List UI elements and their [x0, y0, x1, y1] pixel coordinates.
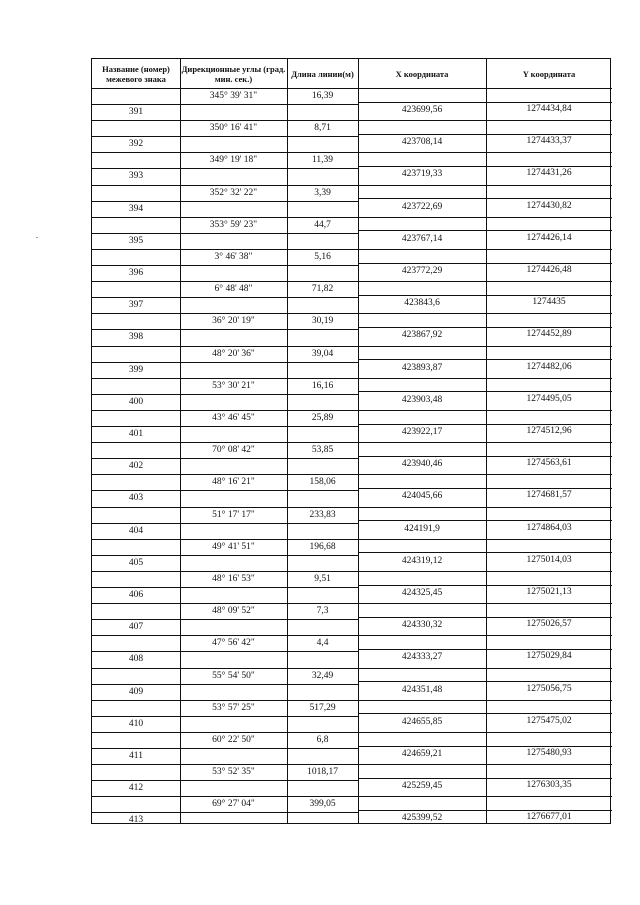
- row-divider: [358, 488, 612, 489]
- row-divider: [358, 456, 612, 457]
- header-direction-angles: Дирекционные углы (град. мин. сек.): [181, 63, 286, 84]
- point-name-cell: 402: [128, 461, 144, 472]
- row-divider: [358, 520, 612, 521]
- row-divider: [92, 603, 358, 604]
- direction-angle-cell: 48° 09' 52": [212, 606, 255, 617]
- point-name-cell: 408: [128, 654, 144, 665]
- point-name-cell: 392: [128, 139, 144, 150]
- y-coordinate-cell: 1274495,05: [526, 393, 572, 404]
- y-coordinate-cell: 1274430,82: [526, 200, 572, 211]
- row-divider: [358, 552, 612, 553]
- y-coordinate-cell: 1275056,75: [526, 683, 572, 694]
- x-coordinate-cell: 423699,56: [401, 105, 443, 115]
- row-divider: [358, 603, 612, 604]
- y-coordinate-cell: 1274426,14: [526, 232, 572, 243]
- row-divider: [92, 362, 358, 363]
- point-name-cell: 413: [128, 815, 144, 826]
- y-coordinate-cell: 1274512,96: [526, 426, 572, 436]
- row-divider: [358, 539, 612, 540]
- x-coordinate-cell: 424319,12: [401, 555, 443, 566]
- row-divider: [358, 346, 612, 347]
- row-divider: [92, 732, 358, 733]
- row-divider: [92, 346, 358, 347]
- row-divider: [358, 778, 612, 779]
- row-divider: [358, 313, 612, 314]
- row-divider: [358, 700, 612, 701]
- x-coordinate-cell: 423772,29: [401, 266, 443, 276]
- y-coordinate-cell: 1275475,02: [526, 715, 572, 726]
- y-coordinate-cell: 1274563,61: [526, 458, 572, 469]
- row-divider: [358, 746, 612, 747]
- x-coordinate-cell: 424351,48: [401, 684, 443, 695]
- row-divider: [358, 263, 612, 264]
- row-divider: [358, 391, 612, 392]
- row-divider: [92, 378, 358, 379]
- y-coordinate-cell: 1274435: [532, 297, 566, 308]
- point-name-cell: 400: [128, 396, 144, 407]
- row-divider: [358, 359, 612, 360]
- row-divider: [358, 442, 612, 443]
- line-length-cell: 71,82: [311, 284, 334, 295]
- y-coordinate-cell: 1276303,35: [526, 780, 572, 791]
- line-length-cell: 8,71: [314, 123, 331, 134]
- direction-angle-cell: 345° 39' 31": [209, 91, 258, 101]
- direction-angle-cell: 48° 16' 53": [212, 574, 255, 584]
- row-divider: [358, 134, 612, 135]
- row-divider: [358, 681, 612, 682]
- point-name-cell: 396: [128, 268, 144, 278]
- y-coordinate-cell: 1274681,57: [526, 490, 572, 501]
- line-length-cell: 399,05: [309, 799, 336, 810]
- row-divider: [92, 297, 358, 298]
- y-coordinate-cell: 1274433,37: [526, 136, 572, 147]
- direction-angle-cell: 51° 17' 17": [212, 509, 255, 520]
- row-divider: [92, 523, 358, 524]
- line-length-cell: 517,29: [309, 702, 336, 713]
- line-length-cell: 32,49: [311, 670, 334, 681]
- line-length-cell: 11,39: [311, 155, 334, 166]
- line-length-cell: 7,3: [316, 606, 329, 617]
- line-length-cell: 44,7: [314, 219, 331, 230]
- line-length-cell: 158,06: [309, 477, 336, 488]
- y-coordinate-cell: 1275029,84: [526, 651, 572, 662]
- row-divider: [92, 812, 358, 813]
- x-coordinate-cell: 424325,45: [401, 588, 443, 598]
- row-divider: [358, 507, 612, 508]
- point-name-cell: 397: [128, 300, 144, 311]
- y-coordinate-cell: 1275480,93: [526, 748, 572, 758]
- row-divider: [358, 217, 612, 218]
- y-coordinate-cell: 1275021,13: [526, 587, 572, 597]
- point-name-cell: 403: [128, 493, 144, 504]
- row-divider: [92, 684, 358, 685]
- line-length-cell: 6,8: [316, 735, 329, 745]
- row-divider: [358, 198, 612, 199]
- row-divider: [92, 700, 358, 701]
- point-name-cell: 412: [128, 783, 144, 794]
- x-coordinate-cell: 424045,66: [401, 491, 443, 502]
- line-length-cell: 1018,17: [307, 767, 338, 778]
- point-name-cell: 409: [128, 686, 144, 697]
- x-coordinate-cell: 423719,33: [401, 169, 443, 180]
- row-divider: [358, 410, 612, 411]
- direction-angle-cell: 43° 46' 45": [212, 413, 255, 423]
- row-divider: [92, 249, 358, 250]
- direction-angle-cell: 70° 08' 42": [212, 445, 255, 456]
- line-length-cell: 39,04: [311, 348, 334, 359]
- row-divider: [92, 474, 358, 475]
- y-coordinate-cell: 1274452,89: [526, 329, 572, 340]
- direction-angle-cell: 349° 19' 18": [209, 155, 258, 166]
- line-length-cell: 4,4: [316, 638, 329, 649]
- row-divider: [358, 668, 612, 669]
- direction-angle-cell: 53° 30' 21": [212, 380, 255, 391]
- row-divider: [92, 410, 358, 411]
- row-divider: [358, 295, 612, 296]
- row-divider: [92, 507, 358, 508]
- row-divider: [92, 217, 358, 218]
- row-divider: [92, 668, 358, 669]
- row-divider: [358, 120, 612, 121]
- coordinates-table: [91, 58, 611, 824]
- x-coordinate-cell: 423893,87: [401, 362, 443, 373]
- row-divider: [92, 136, 358, 137]
- direction-angle-cell: 3° 46' 38": [214, 252, 253, 262]
- row-divider: [92, 539, 358, 540]
- row-divider: [358, 713, 612, 714]
- row-divider: [92, 442, 358, 443]
- row-divider: [358, 378, 612, 379]
- row-divider: [358, 617, 612, 618]
- header-divider: [92, 88, 612, 89]
- point-name-cell: 410: [128, 718, 144, 729]
- row-divider: [92, 426, 358, 427]
- row-divider: [92, 104, 358, 105]
- direction-angle-cell: 60° 22' 50": [212, 735, 255, 745]
- row-divider: [92, 281, 358, 282]
- row-divider: [92, 571, 358, 572]
- x-coordinate-cell: 423708,14: [401, 137, 443, 148]
- y-coordinate-cell: 1274482,06: [526, 361, 572, 372]
- line-length-cell: 9,51: [314, 574, 331, 584]
- row-divider: [358, 764, 612, 765]
- direction-angle-cell: 48° 16' 21": [212, 477, 255, 488]
- row-divider: [358, 796, 612, 797]
- row-divider: [92, 201, 358, 202]
- margin-mark: [36, 237, 38, 238]
- direction-angle-cell: 69° 27' 04": [212, 799, 255, 810]
- row-divider: [92, 716, 358, 717]
- row-divider: [92, 185, 358, 186]
- x-coordinate-cell: 424655,85: [401, 716, 443, 727]
- row-divider: [92, 458, 358, 459]
- row-divider: [92, 635, 358, 636]
- point-name-cell: 407: [128, 622, 144, 633]
- row-divider: [92, 796, 358, 797]
- point-name-cell: 398: [128, 332, 144, 343]
- row-divider: [358, 327, 612, 328]
- row-divider: [92, 233, 358, 234]
- line-length-cell: 5,16: [314, 252, 331, 262]
- y-coordinate-cell: 1275026,57: [526, 619, 572, 630]
- x-coordinate-cell: 423940,46: [401, 459, 443, 470]
- row-divider: [358, 649, 612, 650]
- point-name-cell: 411: [129, 751, 143, 761]
- point-name-cell: 401: [128, 429, 144, 439]
- line-length-cell: 16,16: [311, 380, 334, 391]
- point-name-cell: 405: [128, 557, 144, 568]
- row-divider: [92, 490, 358, 491]
- x-coordinate-cell: 423922,17: [401, 427, 443, 437]
- row-divider: [358, 474, 612, 475]
- direction-angle-cell: 350° 16' 41": [209, 123, 258, 134]
- row-divider: [358, 732, 612, 733]
- line-length-cell: 196,68: [309, 541, 336, 552]
- point-name-cell: 395: [128, 235, 144, 246]
- direction-angle-cell: 47° 56' 42": [212, 638, 255, 649]
- direction-angle-cell: 6° 48' 48": [214, 284, 253, 295]
- x-coordinate-cell: 424659,21: [401, 749, 443, 759]
- x-coordinate-cell: 423767,14: [401, 233, 443, 244]
- direction-angle-cell: 352° 32' 22": [209, 187, 258, 198]
- row-divider: [358, 281, 612, 282]
- x-coordinate-cell: 424330,32: [401, 620, 443, 631]
- direction-angle-cell: 49° 41' 51": [212, 541, 255, 552]
- row-divider: [92, 265, 358, 266]
- row-divider: [92, 168, 358, 169]
- x-coordinate-cell: 425259,45: [401, 781, 443, 792]
- point-name-cell: 391: [128, 107, 144, 117]
- line-length-cell: 30,19: [311, 316, 334, 327]
- header-y-coordinate: Y координата: [522, 68, 576, 79]
- row-divider: [358, 249, 612, 250]
- direction-angle-cell: 55° 54' 50": [212, 670, 255, 681]
- row-divider: [358, 152, 612, 153]
- x-coordinate-cell: 424191,9: [404, 523, 440, 534]
- y-coordinate-cell: 1274864,03: [526, 522, 572, 533]
- row-divider: [358, 230, 612, 231]
- direction-angle-cell: 53° 52' 35": [212, 767, 255, 778]
- y-coordinate-cell: 1274431,26: [526, 168, 572, 179]
- y-coordinate-cell: 1276677,01: [526, 812, 572, 823]
- row-divider: [92, 748, 358, 749]
- row-divider: [92, 329, 358, 330]
- y-coordinate-cell: 1275014,03: [526, 554, 572, 565]
- line-length-cell: 3,39: [314, 187, 331, 198]
- x-coordinate-cell: 423843,6: [404, 298, 440, 309]
- direction-angle-cell: 48° 20' 36": [212, 348, 255, 359]
- point-name-cell: 393: [128, 171, 144, 182]
- line-length-cell: 233,83: [309, 509, 336, 520]
- y-coordinate-cell: 1274434,84: [526, 104, 572, 114]
- direction-angle-cell: 53° 57' 25": [212, 702, 255, 713]
- line-length-cell: 16,39: [311, 91, 334, 101]
- line-length-cell: 53,85: [311, 445, 334, 456]
- row-divider: [92, 587, 358, 588]
- x-coordinate-cell: 425399,52: [401, 813, 443, 824]
- row-divider: [92, 152, 358, 153]
- row-divider: [358, 424, 612, 425]
- point-name-cell: 404: [128, 525, 144, 536]
- x-coordinate-cell: 423867,92: [401, 330, 443, 341]
- row-divider: [92, 619, 358, 620]
- header-point-name: Название (номер) межевого знака: [102, 63, 170, 84]
- header-x-coordinate: X координата: [395, 68, 449, 79]
- row-divider: [358, 810, 612, 811]
- row-divider: [358, 585, 612, 586]
- row-divider: [92, 780, 358, 781]
- point-name-cell: 399: [128, 364, 144, 375]
- x-coordinate-cell: 424333,27: [401, 652, 443, 663]
- row-divider: [92, 394, 358, 395]
- row-divider: [92, 313, 358, 314]
- header-line-length: Длина линии(м): [291, 68, 354, 79]
- direction-angle-cell: 353° 59' 23": [209, 219, 258, 230]
- row-divider: [92, 764, 358, 765]
- point-name-cell: 406: [128, 590, 144, 600]
- row-divider: [358, 166, 612, 167]
- x-coordinate-cell: 423903,48: [401, 394, 443, 405]
- point-name-cell: 394: [128, 203, 144, 214]
- row-divider: [92, 120, 358, 121]
- row-divider: [358, 185, 612, 186]
- y-coordinate-cell: 1274426,48: [526, 265, 572, 275]
- x-coordinate-cell: 423722,69: [401, 201, 443, 212]
- direction-angle-cell: 36° 20' 19": [212, 316, 255, 327]
- row-divider: [358, 571, 612, 572]
- row-divider: [92, 651, 358, 652]
- line-length-cell: 25,89: [311, 413, 334, 423]
- row-divider: [92, 555, 358, 556]
- row-divider: [358, 102, 612, 103]
- row-divider: [358, 635, 612, 636]
